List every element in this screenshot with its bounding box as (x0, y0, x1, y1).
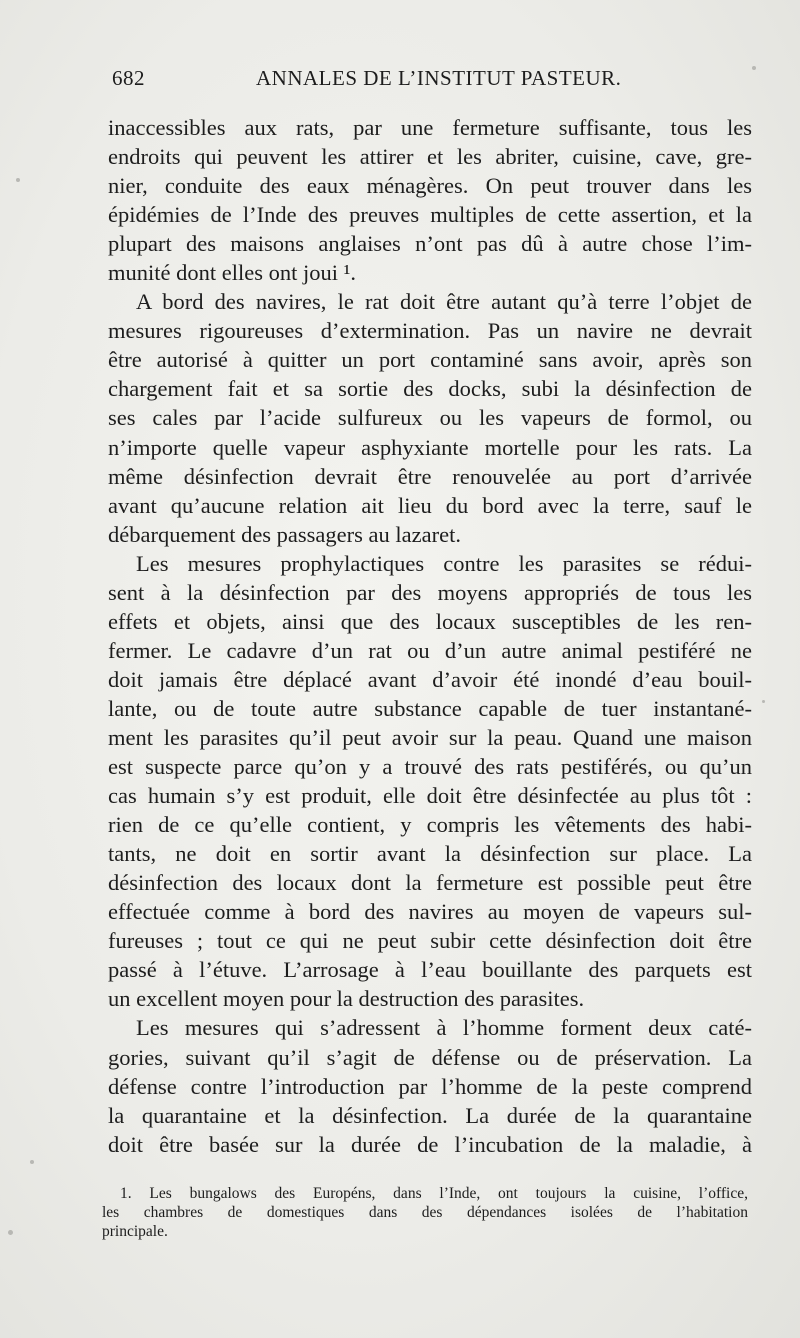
text-line: épidémies de l’Inde des preuves multiples de cette assertion, et la (108, 202, 752, 228)
text-line: mesures rigoureuses d’extermination. Pas un navire ne devrait (108, 318, 752, 344)
text-line: cas humain s’y est produit, elle doit être désinfectée au plus tôt : (108, 783, 752, 809)
journal-title: ANNALES DE L’INSTITUT PASTEUR. (256, 66, 622, 90)
text-line: chargement fait et sa sortie des docks, subi la désinfection de (108, 376, 752, 402)
running-head (112, 66, 752, 98)
text-line: passé à l’étuve. L’arrosage à l’eau bouillante des parquets est (108, 957, 752, 983)
paper-speck (752, 66, 756, 70)
text-line: Les mesures qui s’adressent à l’homme forment deux caté- (136, 1015, 752, 1041)
text-line: ses cales par l’acide sulfureux ou les vapeurs de formol, ou (108, 405, 752, 431)
text-line: être autorisé à quitter un port contaminé sans avoir, après son (108, 347, 752, 373)
text-line: sent à la désinfection par des moyens appropriés de tous les (108, 579, 752, 605)
text-line: lante, ou de toute autre substance capable de tuer instantané- (108, 695, 752, 721)
text-line: effets et objets, ainsi que des locaux susceptibles de les ren- (108, 608, 752, 634)
footnotes (102, 1184, 748, 1241)
text-line: gories, suivant qu’il s’agit de défense ou de préservation. La (108, 1044, 752, 1070)
text-line: défense contre l’introduction par l’homme de la peste comprend (108, 1073, 752, 1099)
paper-speck (30, 1160, 34, 1164)
text-line: n’importe quelle vapeur asphyxiante mortelle pour les rats. La (108, 434, 752, 460)
text-line: plupart des maisons anglaises n’ont pas dû à autre chose l’im- (108, 231, 752, 257)
page-number: 682 (112, 66, 145, 90)
text-line: A bord des navires, le rat doit être autant qu’à terre l’objet de (136, 289, 752, 315)
text-line: rien de ce qu’elle contient, y compris les vêtements des habi- (108, 812, 752, 838)
text-line: est suspecte parce qu’on y a trouvé des rats pestiférés, ou qu’un (108, 754, 752, 780)
text-line: tants, ne doit en sortir avant la désinfection sur place. La (108, 841, 752, 867)
text-line: la quarantaine et la désinfection. La durée de la quarantaine (108, 1102, 752, 1128)
footnote-line: les chambres de domestiques dans des dépendances isolées de l’habitation (102, 1204, 748, 1221)
text-line: doit être basée sur la durée de l’incubation de la maladie, à (108, 1131, 752, 1157)
text-line: fureuses ; tout ce qui ne peut subir cette désinfection doit être (108, 928, 752, 954)
paper-speck (16, 178, 20, 182)
body-text (108, 113, 752, 1159)
text-line: même désinfection devrait être renouvelée au port d’arrivée (108, 463, 752, 489)
text-line: effectuée comme à bord des navires au moyen de vapeurs sul- (108, 899, 752, 925)
text-line: endroits qui peuvent les attirer et les abriter, cuisine, cave, gre- (108, 144, 752, 170)
text-line: Les mesures prophylactiques contre les parasites se rédui- (136, 550, 752, 576)
text-line: débarquement des passagers au lazaret. (108, 521, 461, 547)
text-line: un excellent moyen pour la destruction des parasites. (108, 986, 585, 1012)
text-line: inaccessibles aux rats, par une fermeture suffisante, tous les (108, 115, 752, 140)
text-line: munité dont elles ont joui ¹. (108, 260, 356, 286)
footnote-line: principale. (102, 1223, 168, 1240)
footnote-line: 1. Les bungalows des Européns, dans l’Inde, ont toujours la cuisine, l’office, (120, 1185, 748, 1202)
text-line: doit jamais être déplacé avant d’avoir été inondé d’eau bouil- (108, 666, 752, 692)
paper-speck (762, 700, 765, 703)
text-line: nier, conduite des eaux ménagères. On peut trouver dans les (108, 173, 752, 199)
text-line: avant qu’aucune relation ait lieu du bord avec la terre, sauf le (108, 492, 752, 518)
text-line: désinfection des locaux dont la fermeture est possible peut être (108, 870, 752, 896)
paper-speck (8, 1230, 13, 1235)
text-line: ment les parasites qu’il peut avoir sur la peau. Quand une maison (108, 724, 752, 750)
text-line: fermer. Le cadavre d’un rat ou d’un autre animal pestiféré ne (108, 637, 752, 663)
